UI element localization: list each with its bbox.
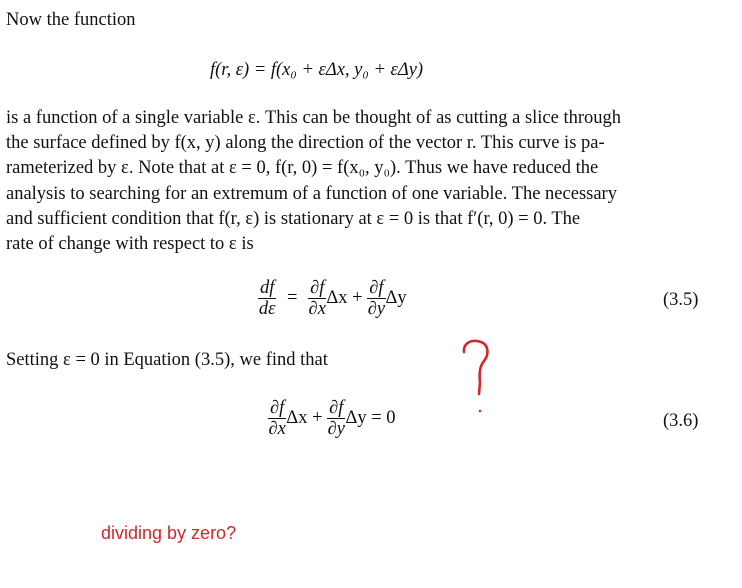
body-paragraph [6,106,706,257]
equation-number-3-6: (3.6) [663,411,699,431]
fraction-partial-y: $\frac{\partial f}{\partial y}$ [367,278,386,319]
fraction-partial-y: $\frac{\partial f}{\partial y}$ [327,398,345,439]
fraction-df-de: $\frac{df}{d\varepsilon}$ [258,278,276,319]
intro-text: Now the function [6,10,136,30]
setting-text: Setting ε = 0 in Equation (3.5), we find that [6,350,328,370]
paragraph-line: rameterized by ε. Note that at ε = 0, f(r, 0) = f(x₀, y₀). Thus we have reduced the [6,158,599,179]
equation-3-6: $\frac{\partial f}{\partial x}$ Δx + $\frac{\partial f}{\partial y}$ Δy = 0 [268,398,396,439]
equation-3-5: $\frac{df}{d\varepsilon}$ = $\frac{\partial f}{\partial x}$ Δx + $\frac{\partial f}{\partial y}$ Δy [258,278,407,319]
equation-number-3-5: (3.5) [663,290,699,310]
paragraph-line: and sufficient condition that f(r, ε) is stationary at ε = 0 is that f′(r, 0) = 0. The [6,208,581,229]
paragraph-line: analysis to searching for an extremum of a function of one variable. The necessary [6,183,617,204]
annotation-note: dividing by zero? [101,523,237,543]
handwritten-question-mark [455,336,505,418]
paragraph-line: is a function of a single variable ε. This can be thought of as cutting a slice through [6,108,622,128]
fraction-partial-x: $\frac{\partial f}{\partial x}$ [308,278,326,319]
fraction-partial-x: $\frac{\partial f}{\partial x}$ [268,398,286,439]
paragraph-line: rate of change with respect to ε is [6,234,254,255]
paragraph-line: the surface defined by f(x, y) along the direction of the vector r. This curve is pa- [6,133,605,154]
function-definition-equation: f(r, ε) = f(x₀ + εΔx, y₀ + εΔy) [210,60,424,80]
